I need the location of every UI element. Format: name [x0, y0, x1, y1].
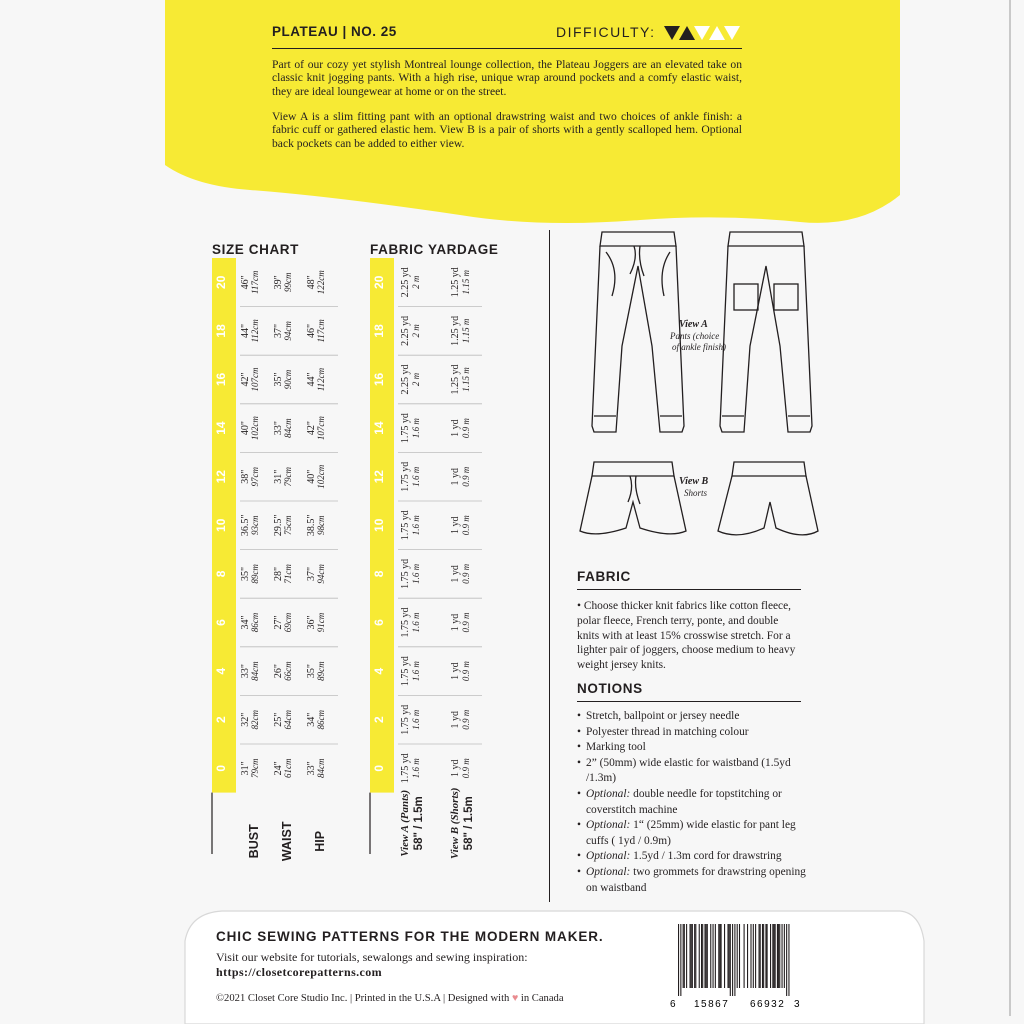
yardage-yd: 1 yd	[450, 710, 461, 729]
measurement-inches: 42"	[306, 421, 317, 436]
yardage-yd: 1 yd	[450, 613, 461, 632]
measurement-inches: 33"	[240, 664, 251, 679]
barcode-bar	[750, 924, 751, 988]
measurement-inches: 44"	[240, 323, 251, 338]
yardage-m: 1.6 m	[411, 612, 421, 633]
measurement-inches: 39"	[273, 275, 284, 290]
barcode-bar	[692, 924, 693, 988]
barcode-bar	[702, 924, 703, 988]
yardage-m: 1.6 m	[411, 661, 421, 682]
barcode-bar	[734, 924, 735, 996]
barcode-bar	[763, 924, 764, 988]
size-label: 4	[214, 667, 228, 675]
barcode-bar	[706, 924, 707, 988]
fabric-yardage-title: FABRIC YARDAGE	[370, 242, 499, 257]
intro-paragraph-2: View A is a slim fitting pant with an optional drawstring waist and two choices of ankle finish: a fabric cuff or gathered elastic hem. View B is a pair of shorts with a gently scalloped hem. Optional back pockets can be added to either view.	[272, 110, 742, 150]
size-and-yardage-table	[212, 258, 502, 862]
barcode-bar	[770, 924, 771, 988]
barcode-bar	[753, 924, 754, 988]
measurement-inches: 36"	[306, 615, 317, 630]
notions-rule	[577, 701, 801, 702]
yardage-yd: 1 yd	[450, 662, 461, 680]
yardage-m: 1.15 m	[461, 318, 471, 344]
yardage-m: 0.9 m	[461, 709, 471, 730]
measurement-cm: 89cm	[250, 564, 260, 584]
fabric-rule	[577, 589, 801, 590]
fabric-text: • Choose thicker knit fabrics like cotton fleece, polar fleece, French terry, ponte, and double knits with at least 15% crosswise stretch. For a lighter pair of joggers, choose medium to heavy weight jersey knits.	[577, 600, 796, 672]
measurement-cm: 75cm	[283, 515, 293, 536]
yardage-m: 1.6 m	[411, 515, 421, 536]
measurement-cm: 66cm	[283, 661, 293, 681]
measurement-cm: 79cm	[250, 758, 260, 779]
yardage-size-label: 14	[372, 421, 386, 435]
view-a-description-2: of ankle finish)	[672, 342, 726, 352]
yardage-yd: 1 yd	[450, 565, 461, 583]
yardage-yd: 2.25 yd	[400, 315, 411, 346]
footer-heading: CHIC SEWING PATTERNS FOR THE MODERN MAKER.	[216, 929, 604, 944]
measurement-cm: 112cm	[316, 367, 326, 392]
barcode-bar	[721, 924, 722, 988]
measurement-cm: 89cm	[316, 661, 326, 681]
barcode-bar	[784, 924, 785, 988]
view-a-description-1: Pants (choice	[670, 331, 720, 341]
pattern-title: PLATEAU | NO. 25	[272, 24, 397, 39]
measurement-cm: 64cm	[283, 709, 293, 730]
notion-item	[577, 865, 807, 896]
barcode-digits: 6	[670, 999, 678, 1010]
yardage-m: 2 m	[411, 324, 421, 338]
measurement-cm: 93cm	[250, 515, 260, 536]
barcode-bar	[765, 924, 766, 988]
row-label-bust: BUST	[247, 824, 261, 859]
measurement-inches: 36.5"	[240, 514, 251, 537]
measurement-cm: 94cm	[283, 321, 293, 341]
barcode-bar	[724, 924, 725, 988]
measurement-inches: 26"	[273, 664, 284, 679]
measurement-inches: 40"	[306, 469, 317, 484]
barcode-bar	[691, 924, 692, 988]
barcode-bar	[704, 924, 705, 988]
notion-item	[577, 709, 807, 725]
yardage-size-label: 6	[372, 619, 386, 626]
measurement-cm: 84cm	[283, 418, 293, 438]
optional-tag: Optional:	[586, 850, 631, 863]
barcode-bar	[760, 924, 761, 988]
measurement-inches: 35"	[273, 372, 284, 387]
yardage-yd: 1.25 yd	[450, 364, 461, 395]
yardage-m: 2 m	[411, 372, 421, 387]
yardage-m: 2 m	[411, 275, 421, 289]
barcode-bar	[759, 924, 760, 988]
barcode-bar	[744, 924, 745, 988]
measurement-cm: 117cm	[316, 319, 326, 343]
measurement-cm: 94cm	[316, 564, 326, 584]
measurement-cm: 84cm	[250, 661, 260, 681]
yardage-size-label: 4	[372, 667, 386, 675]
yardage-size-label: 16	[372, 372, 386, 387]
measurement-inches: 42"	[240, 372, 251, 387]
difficulty-triangle-2	[679, 26, 695, 40]
barcode-bar	[747, 924, 748, 988]
yardage-m: 0.9 m	[461, 612, 471, 633]
yardage-yd: 1.25 yd	[450, 315, 461, 346]
difficulty-triangle-5	[724, 26, 740, 40]
shorts-front-drawing	[580, 462, 686, 534]
measurement-inches: 32"	[240, 712, 251, 727]
yardage-view-label: View A (Pants)	[399, 789, 411, 857]
size-label: 20	[214, 275, 228, 289]
footer-panel	[0, 905, 1024, 1024]
yardage-m: 0.9 m	[461, 515, 471, 536]
measurement-cm: 91cm	[316, 612, 326, 633]
view-b-description: Shorts	[684, 488, 708, 498]
yardage-yd: 2.25 yd	[400, 364, 411, 395]
pants-back-drawing	[720, 232, 812, 432]
fabric-heading: FABRIC	[577, 569, 631, 584]
yardage-size-label: 8	[372, 570, 386, 578]
size-label: 6	[214, 619, 228, 626]
barcode-bar	[777, 924, 778, 988]
yardage-m: 1.6 m	[411, 563, 421, 584]
notion-item	[577, 725, 807, 741]
barcode-bar	[767, 924, 768, 988]
difficulty-label: DIFFICULTY:	[556, 24, 656, 40]
barcode-bar	[775, 924, 776, 988]
barcode-bar	[732, 924, 733, 996]
footer-text: Visit our website for tutorials, sewalongs and sewing inspiration:	[216, 950, 528, 964]
measurement-inches: 28"	[273, 566, 284, 581]
yardage-m: 1.15 m	[461, 367, 471, 392]
yardage-m: 0.9 m	[461, 758, 471, 779]
barcode-bar	[762, 924, 763, 988]
yardage-m: 0.9 m	[461, 418, 471, 439]
column-divider	[549, 230, 550, 902]
barcode-bar	[710, 924, 711, 988]
measurement-inches: 33"	[306, 761, 317, 776]
notion-item	[577, 740, 807, 756]
measurement-inches: 34"	[306, 712, 317, 727]
measurement-inches: 31"	[273, 469, 284, 484]
fabric-width-label: 58" / 1.5m	[413, 796, 425, 851]
size-label: 14	[214, 421, 228, 435]
fabric-description: Choose thicker knit fabrics like cotton fleece, polar fleece, French terry, ponte, and double knits with at least 15% crosswise stretch. For a lighter pair of joggers, choose medium to heavy weight jersey knits.	[577, 600, 796, 672]
copyright-line	[216, 993, 564, 1004]
measurement-inches: 35"	[306, 664, 317, 679]
upc-barcode	[668, 922, 800, 1012]
size-label: 2	[214, 716, 228, 724]
barcode-digits: 66932	[750, 999, 786, 1010]
barcode-bar	[699, 924, 700, 988]
size-label: 12	[214, 470, 228, 484]
yardage-m: 1.6 m	[411, 758, 421, 779]
size-label: 0	[214, 764, 228, 772]
difficulty-triangle-4	[709, 26, 725, 40]
barcode-bar	[730, 924, 731, 996]
notions-list	[577, 709, 807, 896]
measurement-cm: 117cm	[250, 270, 260, 294]
yardage-yd: 1.75 yd	[400, 510, 411, 541]
notion-text: 2” (50mm) wide elastic for waistband (1.5yd /1.3m)	[586, 756, 791, 785]
notion-item	[577, 849, 807, 865]
yardage-yd: 1.75 yd	[400, 656, 411, 687]
row-label-hip: HIP	[313, 830, 327, 852]
website-link[interactable]: https://closetcorepatterns.com	[216, 965, 383, 979]
size-chart-title: SIZE CHART	[212, 242, 299, 257]
optional-tag: Optional:	[586, 865, 631, 878]
measurement-inches: 44"	[306, 372, 317, 387]
yardage-yd: 2.25 yd	[400, 267, 411, 298]
barcode-bar	[707, 924, 708, 988]
barcode-bar	[690, 924, 691, 988]
barcode-bar	[719, 924, 720, 988]
barcode-bar	[713, 924, 714, 988]
notion-text: two grommets for drawstring opening on waistband	[586, 865, 806, 894]
yardage-yd: 1 yd	[450, 516, 461, 535]
barcode-bar	[686, 924, 687, 988]
barcode-bar	[678, 924, 679, 996]
intro-paragraph-1: Part of our cozy yet stylish Montreal lounge collection, the Plateau Joggers are an elevated take on classic knit jogging pants. With a high rise, unique wrap around pockets and a comfy elastic waist, they are ideal loungewear at home or on the street.	[272, 58, 742, 98]
barcode-bar	[755, 924, 756, 988]
shorts-back-drawing	[718, 462, 818, 535]
fabric-width-label: 58" / 1.5m	[463, 796, 475, 851]
measurement-cm: 71cm	[283, 564, 293, 584]
size-label: 10	[214, 518, 228, 532]
measurement-cm: 98cm	[316, 515, 326, 536]
measurement-inches: 31"	[240, 761, 251, 776]
measurement-inches: 29.5"	[273, 514, 284, 537]
optional-tag: Optional:	[586, 819, 631, 832]
yardage-size-label: 2	[372, 716, 386, 724]
yardage-yd: 1 yd	[450, 759, 461, 778]
measurement-cm: 107cm	[316, 416, 326, 441]
yardage-m: 1.6 m	[411, 418, 421, 439]
barcode-bar	[684, 924, 685, 988]
measurement-cm: 84cm	[316, 758, 326, 779]
measurement-inches: 38"	[240, 469, 251, 484]
measurement-inches: 27"	[273, 615, 284, 630]
notion-text: double needle for topstitching or coverstitch machine	[586, 787, 782, 816]
notion-item	[577, 756, 807, 787]
measurement-cm: 107cm	[250, 367, 260, 392]
yardage-yd: 1.75 yd	[400, 704, 411, 735]
yardage-view-label: View B (Shorts)	[449, 787, 461, 860]
yardage-m: 0.9 m	[461, 466, 471, 487]
measurement-cm: 97cm	[250, 466, 260, 487]
barcode-bar	[718, 924, 719, 988]
copyright-text: ©2021 Closet Core Studio Inc. | Printed in the U.S.A | Designed with	[216, 993, 512, 1004]
barcode-bar	[772, 924, 773, 988]
barcode-bar	[778, 924, 779, 988]
yardage-yd: 1 yd	[450, 467, 461, 486]
measurement-cm: 90cm	[283, 369, 293, 390]
barcode-bar	[737, 924, 738, 988]
barcode-bar	[788, 924, 789, 996]
yardage-size-label: 10	[372, 518, 386, 532]
yardage-yd: 1.75 yd	[400, 753, 411, 784]
optional-tag: Optional:	[586, 787, 631, 800]
yardage-m: 1.6 m	[411, 466, 421, 487]
measurement-inches: 37"	[306, 566, 317, 581]
yardage-size-label: 18	[372, 324, 386, 338]
notion-text: Marking tool	[586, 741, 646, 754]
measurement-inches: 37"	[273, 323, 284, 338]
notion-text: Polyester thread in matching colour	[586, 725, 749, 738]
measurement-cm: 86cm	[316, 709, 326, 730]
difficulty-triangle-1	[664, 26, 680, 40]
header-rule	[272, 48, 742, 49]
barcode-bar	[782, 924, 783, 988]
measurement-inches: 33"	[273, 421, 284, 436]
yardage-yd: 1.75 yd	[400, 413, 411, 444]
barcode-bar	[715, 924, 716, 988]
heart-icon: ♥	[511, 993, 519, 1004]
measurement-cm: 69cm	[283, 612, 293, 633]
yardage-yd: 1 yd	[450, 419, 461, 437]
measurement-cm: 102cm	[250, 416, 260, 441]
measurement-cm: 61cm	[283, 758, 293, 779]
difficulty-rating	[664, 26, 742, 42]
barcode-bar	[786, 924, 787, 996]
notion-item	[577, 787, 807, 818]
yardage-size-label: 0	[372, 764, 386, 772]
barcode-bar	[680, 924, 681, 996]
measurement-inches: 46"	[240, 275, 251, 290]
barcode-bar	[695, 924, 696, 988]
row-label-waist: WAIST	[280, 821, 294, 862]
difficulty-triangle-3	[694, 26, 710, 40]
measurement-cm: 79cm	[283, 466, 293, 487]
yardage-yd: 1.75 yd	[400, 461, 411, 492]
yardage-m: 1.15 m	[461, 270, 471, 295]
measurement-inches: 35"	[240, 566, 251, 581]
notion-text: Stretch, ballpoint or jersey needle	[586, 710, 740, 722]
measurement-inches: 40"	[240, 421, 251, 436]
yardage-yd: 1.75 yd	[400, 558, 411, 589]
barcode-bar	[779, 924, 780, 988]
measurement-inches: 46"	[306, 323, 317, 338]
yardage-size-label: 20	[372, 275, 386, 289]
notion-text: 1.5yd / 1.3m cord for drawstring	[630, 850, 782, 863]
yardage-yd: 1.75 yd	[400, 607, 411, 638]
size-label: 18	[214, 324, 228, 338]
measurement-inches: 34"	[240, 615, 251, 630]
yardage-m: 0.9 m	[461, 661, 471, 682]
notion-item	[577, 818, 807, 849]
measurement-inches: 24"	[273, 761, 284, 776]
barcode-bar	[694, 924, 695, 988]
yardage-yd: 1.25 yd	[450, 267, 461, 298]
view-b-label: View B	[679, 476, 709, 487]
measurement-inches: 25"	[273, 712, 284, 727]
measurement-inches: 48"	[306, 275, 317, 290]
barcode-bar	[683, 924, 684, 988]
barcode-bar	[701, 924, 702, 988]
barcode-bar	[739, 924, 740, 988]
yardage-m: 0.9 m	[461, 563, 471, 584]
view-a-label: View A	[679, 319, 708, 330]
copyright-country: in Canada	[518, 993, 564, 1004]
barcode-bar	[773, 924, 774, 988]
barcode-bar	[727, 924, 728, 988]
notion-text: 1“ (25mm) wide elastic for pant leg cuffs ( 1yd / 0.9m)	[586, 819, 796, 847]
measurement-cm: 99cm	[283, 272, 293, 293]
barcode-digits: 15867	[694, 999, 730, 1010]
technical-drawings	[572, 226, 812, 556]
barcode-bar	[729, 924, 730, 988]
measurement-cm: 122cm	[316, 270, 326, 295]
size-label: 16	[214, 372, 228, 387]
measurement-cm: 82cm	[250, 709, 260, 730]
notions-heading: NOTIONS	[577, 681, 643, 696]
measurement-cm: 102cm	[316, 464, 326, 489]
yardage-m: 1.6 m	[411, 709, 421, 730]
size-label: 8	[214, 570, 228, 578]
measurement-cm: 86cm	[250, 612, 260, 633]
measurement-cm: 112cm	[250, 319, 260, 343]
yardage-size-label: 12	[372, 470, 386, 484]
barcode-digits: 3	[794, 999, 802, 1010]
measurement-inches: 38.5"	[306, 514, 317, 537]
